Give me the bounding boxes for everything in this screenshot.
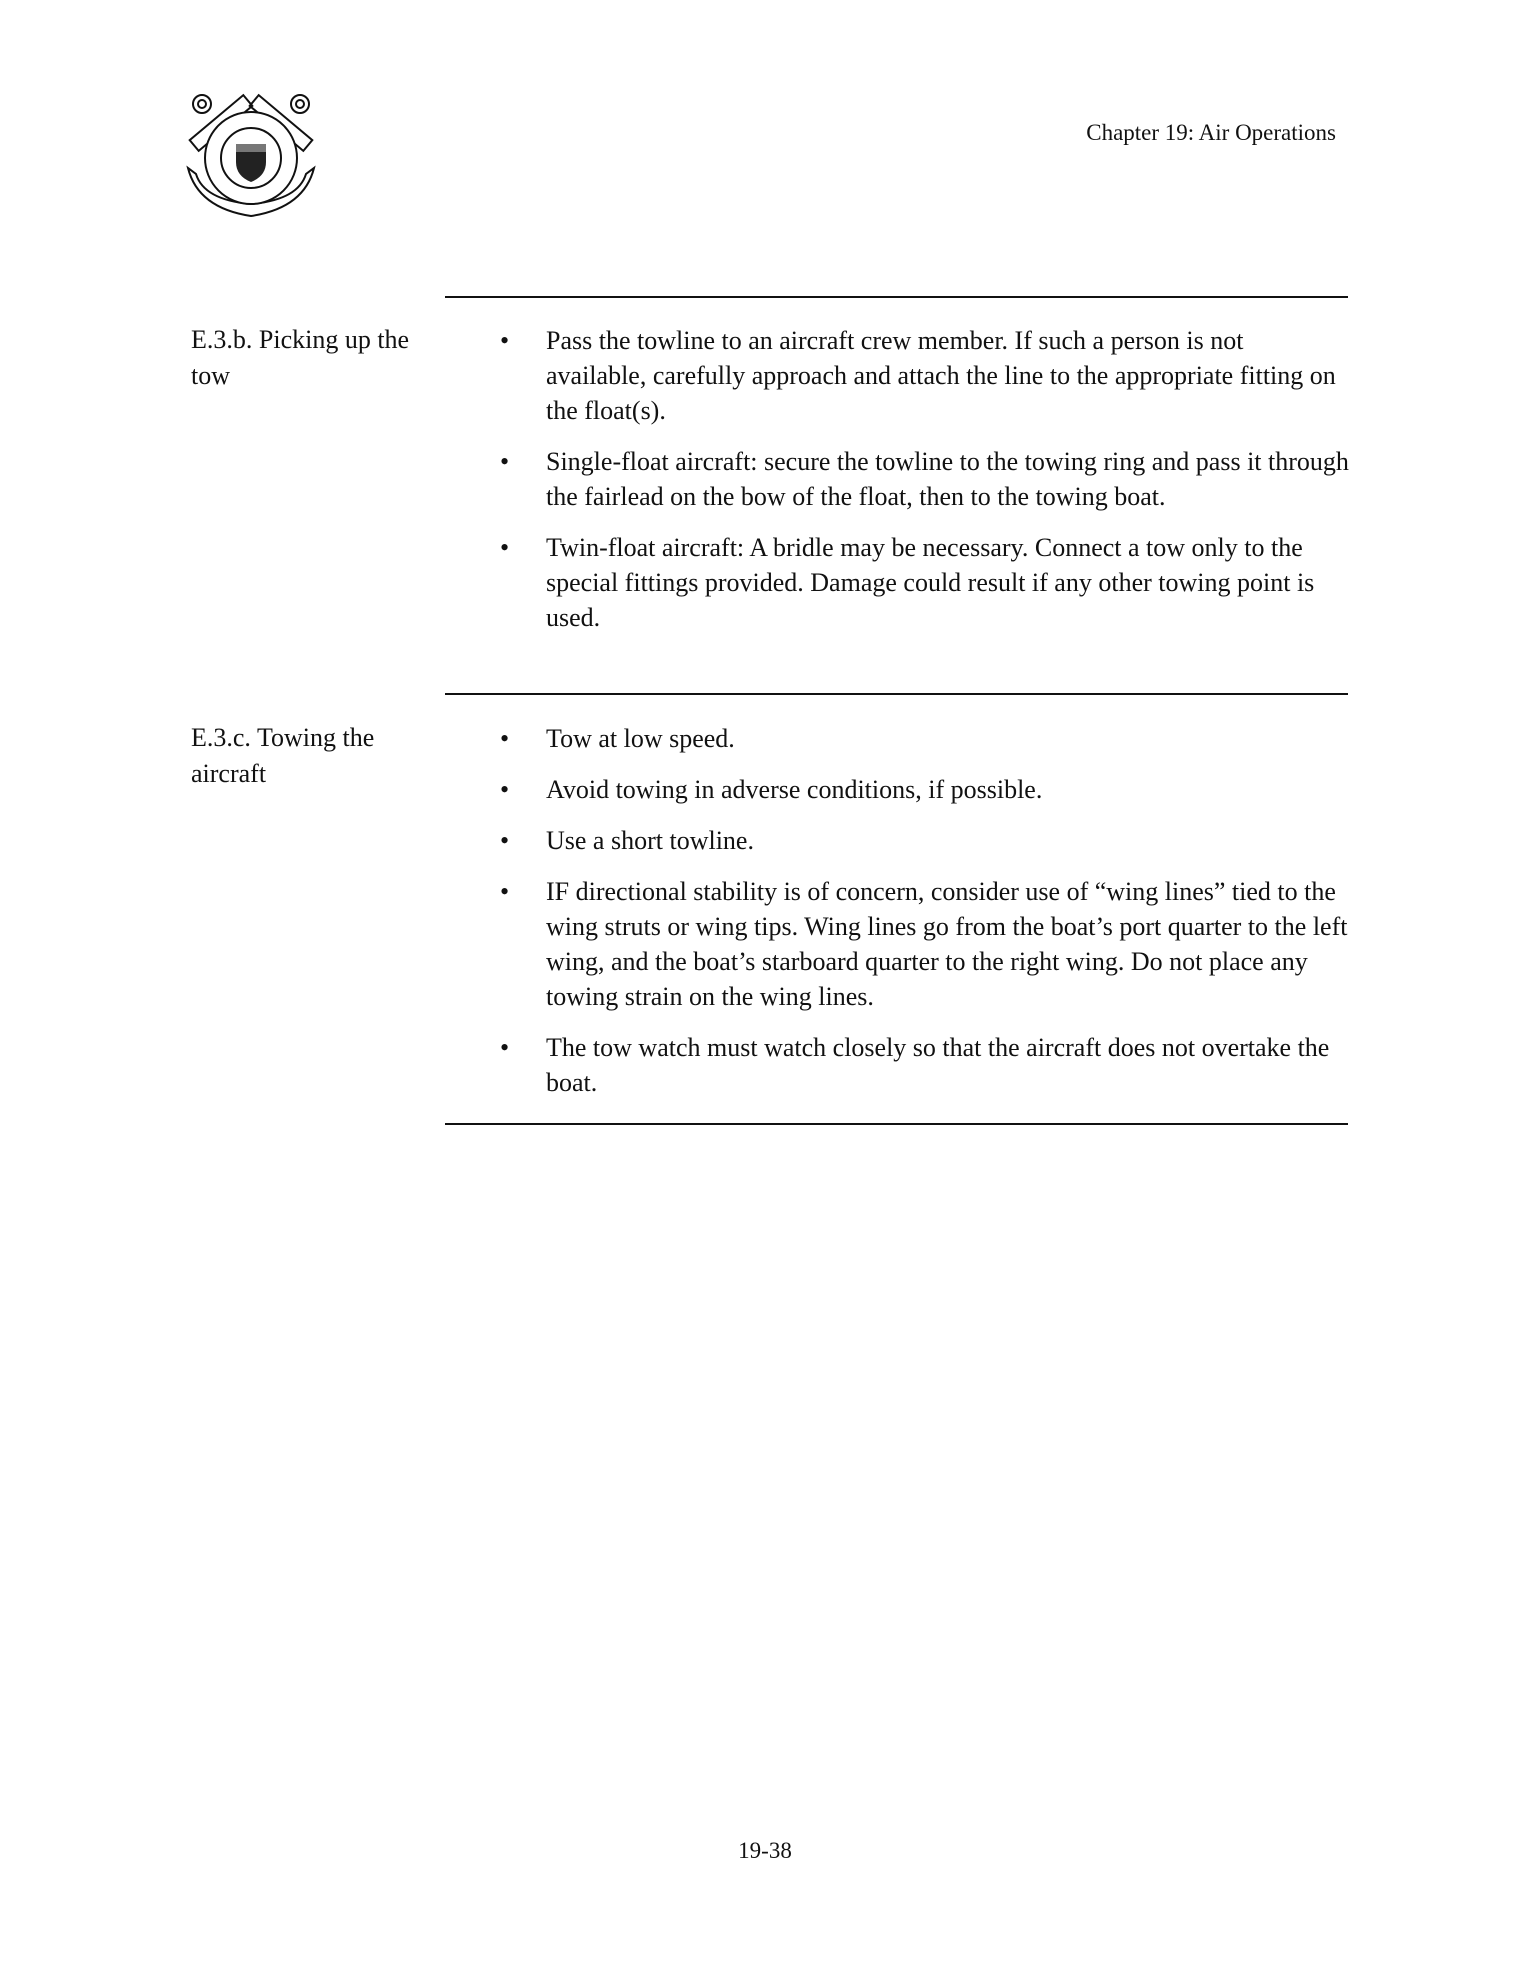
bullet-icon: • [500, 877, 510, 906]
bullet-list [500, 323, 1350, 651]
bullet-icon: • [500, 724, 510, 753]
list-item: • IF directional stability is of concern, consider use of “wing lines” tied to the wing struts or wing tips. Wing lines go from the boat’s port quarter to the left wing, and the boat’s starboard quarter to the right wing. Do not place any towing strain on the wing lines. [500, 874, 1350, 1014]
divider [445, 693, 1348, 695]
list-item: • Tow at low speed. [500, 721, 1350, 756]
list-item: • The tow watch must watch closely so that the aircraft does not overtake the boat. [500, 1030, 1350, 1100]
bullet-icon: • [500, 326, 510, 355]
bullet-icon: • [500, 533, 510, 562]
list-item: • Twin-float aircraft: A bridle may be necessary. Connect a tow only to the special fittings provided. Damage could result if any other towing point is used. [500, 530, 1350, 635]
page-number: 19-38 [738, 1838, 792, 1863]
section-label: E.3.b. Picking up the tow [191, 325, 410, 390]
divider [445, 296, 1348, 298]
list-item: • Use a short towline. [500, 823, 1350, 858]
coast-guard-seal-logo [178, 88, 324, 224]
divider [445, 1123, 1348, 1125]
section-label: E.3.c. Towing the aircraft [191, 723, 375, 788]
list-item: • Avoid towing in adverse conditions, if possible. [500, 772, 1350, 807]
list-item: • Single-float aircraft: secure the towline to the towing ring and pass it through the fairlead on the bow of the float, then to the towing boat. [500, 444, 1350, 514]
list-item: • Pass the towline to an aircraft crew member. If such a person is not available, carefully approach and attach the line to the appropriate fitting on the float(s). [500, 323, 1350, 428]
bullet-icon: • [500, 775, 510, 804]
bullet-icon: • [500, 1033, 510, 1062]
bullet-icon: • [500, 826, 510, 855]
bullet-icon: • [500, 447, 510, 476]
bullet-list [500, 721, 1350, 1116]
chapter-header: Chapter 19: Air Operations [1086, 120, 1336, 145]
